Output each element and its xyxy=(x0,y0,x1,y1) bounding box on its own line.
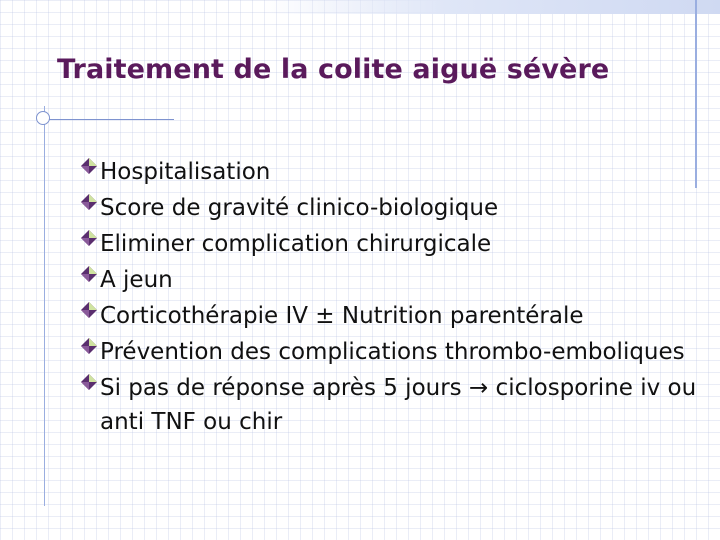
diamond-bullet-icon xyxy=(80,193,98,211)
bullet-list xyxy=(82,155,702,441)
diamond-bullet-icon xyxy=(80,373,98,391)
bullet-item-prevention xyxy=(82,335,702,369)
diamond-bullet-icon xyxy=(80,337,98,355)
diamond-bullet-icon xyxy=(80,301,98,319)
bullet-item-a-jeun xyxy=(82,263,702,297)
bullet-text: A jeun xyxy=(100,267,173,293)
top-decorative-band xyxy=(262,0,720,14)
bullet-text: Prévention des complications thrombo-emboliques xyxy=(100,339,685,365)
decorative-circle-icon xyxy=(36,111,50,125)
bullet-text: Si pas de réponse après 5 jours → ciclosporine iv ou anti TNF ou chir xyxy=(100,375,697,435)
bullet-item-si-pas-de-reponse xyxy=(82,371,702,439)
bullet-item-corticotherapie xyxy=(82,299,702,333)
title-underline xyxy=(44,119,174,120)
bullet-item-eliminer xyxy=(82,227,702,261)
bullet-text: Hospitalisation xyxy=(100,159,271,185)
bullet-text: Score de gravité clinico-biologique xyxy=(100,195,499,221)
diamond-bullet-icon xyxy=(80,157,98,175)
diamond-bullet-icon xyxy=(80,229,98,247)
left-decorative-line xyxy=(44,106,45,506)
diamond-bullet-icon xyxy=(80,265,98,283)
bullet-item-score xyxy=(82,191,702,225)
bullet-text: Eliminer complication chirurgicale xyxy=(100,231,492,257)
bullet-item-hospitalisation xyxy=(82,155,702,189)
bullet-text: Corticothérapie IV ± Nutrition parentérale xyxy=(100,303,584,329)
slide-title: Traitement de la colite aiguë sévère xyxy=(57,54,610,85)
